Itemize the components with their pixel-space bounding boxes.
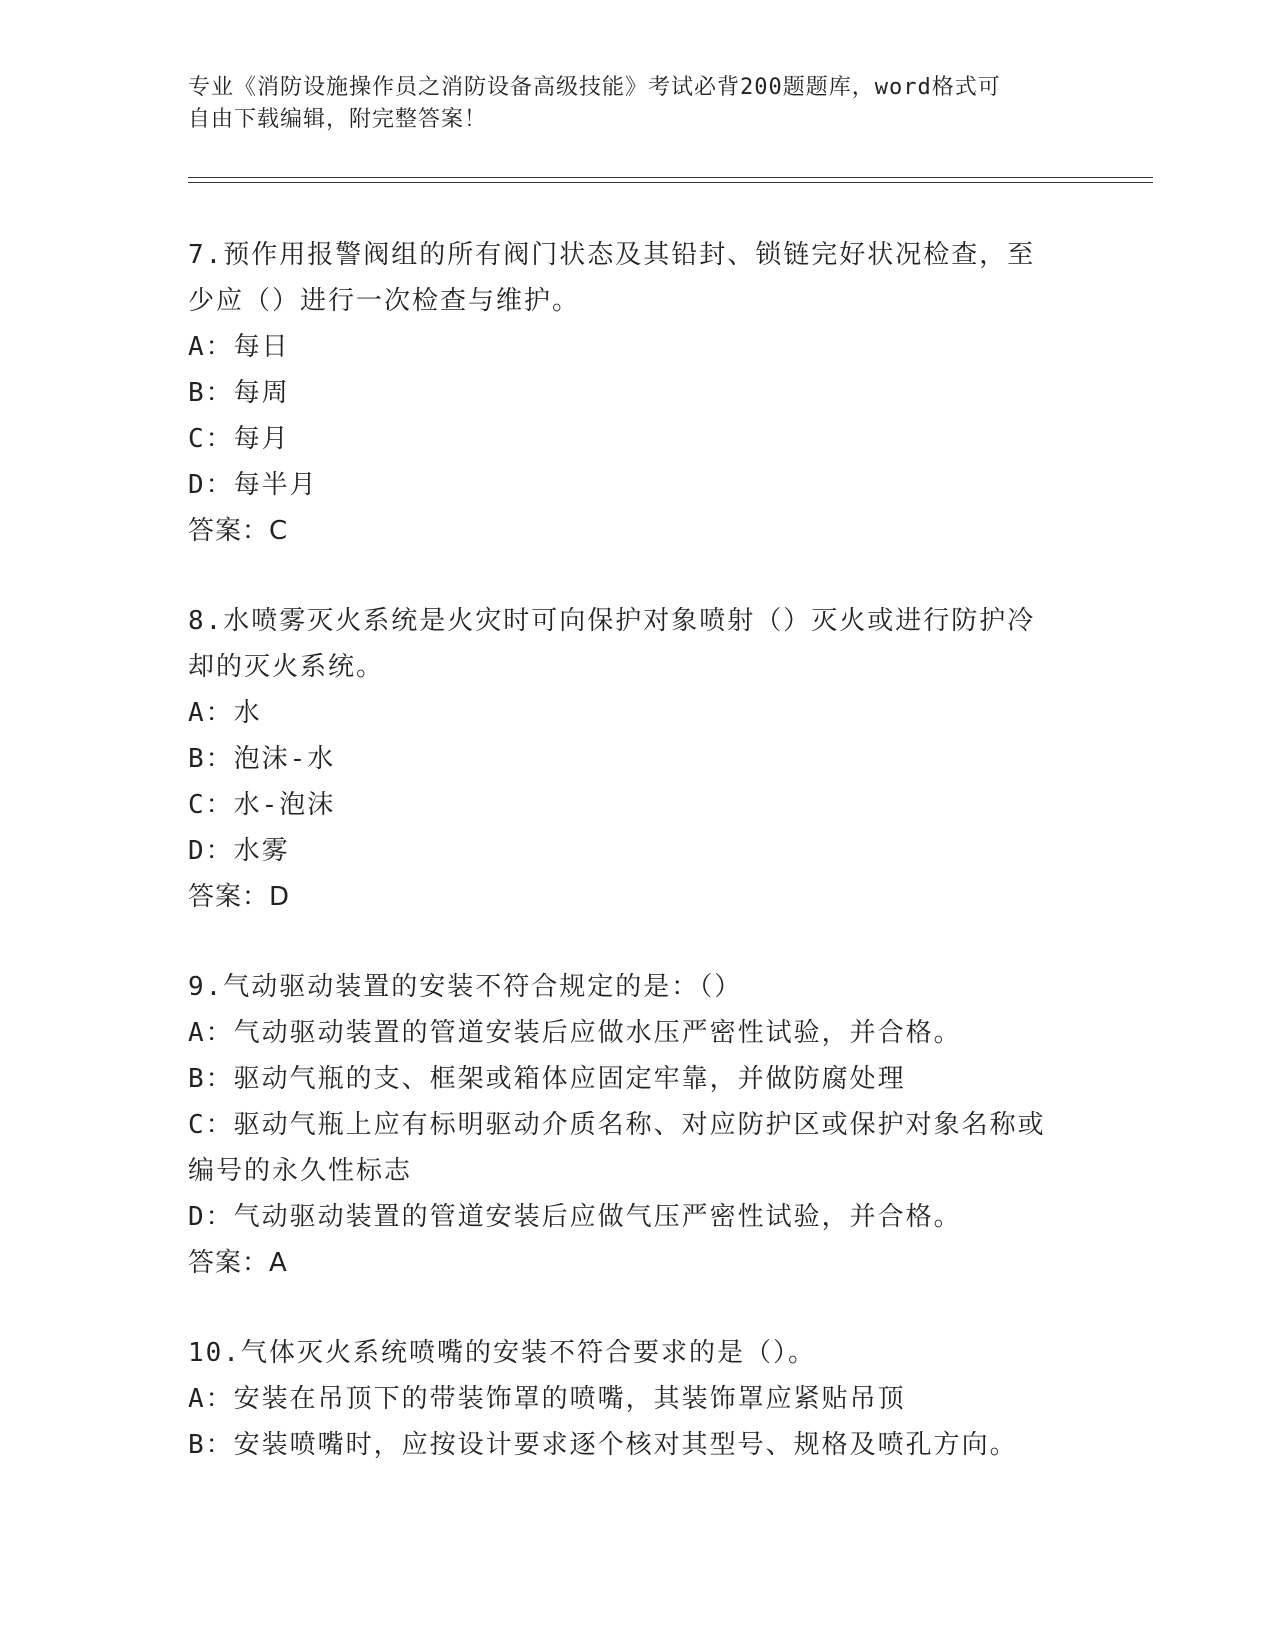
option-c-continued: 编号的永久性标志 (188, 1156, 413, 1186)
question-stem: 8.水喷雾灭火系统是火灾时可向保护对象喷射（）灭火或进行防护冷 (188, 606, 1036, 636)
option-b: B：安装喷嘴时，应按设计要求逐个核对其型号、规格及喷孔方向。 (188, 1430, 1018, 1460)
option-d: D：每半月 (188, 470, 318, 500)
question-stem: 却的灭火系统。 (188, 652, 385, 682)
header-divider (188, 177, 1153, 178)
question-item (188, 1330, 1088, 1468)
question-stem: 7.预作用报警阀组的所有阀门状态及其铅封、锁链完好状况检查，至 (188, 240, 1036, 270)
option-a: A：气动驱动装置的管道安装后应做水压严密性试验，并合格。 (188, 1018, 962, 1048)
question-stem: 9.气动驱动装置的安装不符合规定的是：（） (188, 972, 743, 1002)
option-a: A：每日 (188, 332, 290, 362)
question-list (188, 232, 1088, 1468)
option-b: B：泡沫-水 (188, 744, 336, 774)
option-d: D：气动驱动装置的管道安装后应做气压严密性试验，并合格。 (188, 1202, 962, 1232)
option-b: B：每周 (188, 378, 290, 408)
option-a: A：安装在吊顶下的带装饰罩的喷嘴，其装饰罩应紧贴吊顶 (188, 1384, 906, 1414)
option-d: D：水雾 (188, 836, 290, 866)
document-header (188, 72, 1068, 136)
question-stem: 10.气体灭火系统喷嘴的安装不符合要求的是（）。 (188, 1338, 816, 1368)
header-line: 自由下载编辑，附完整答案！ (188, 107, 488, 132)
option-b: B：驱动气瓶的支、框架或箱体应固定牢靠，并做防腐处理 (188, 1064, 906, 1094)
answer-line: 答案：D (188, 882, 291, 912)
answer-line: 答案：C (188, 516, 289, 546)
option-c: C：水-泡沫 (188, 790, 336, 820)
option-c: C：驱动气瓶上应有标明驱动介质名称、对应防护区或保护对象名称或 (188, 1110, 1046, 1140)
header-line: 专业《消防设施操作员之消防设备高级技能》考试必背200题题库，word格式可 (188, 75, 1001, 100)
question-item (188, 232, 1088, 554)
question-stem: 少应（）进行一次检查与维护。 (188, 286, 581, 316)
question-item (188, 964, 1088, 1286)
header-divider (188, 182, 1153, 183)
option-a: A：水 (188, 698, 262, 728)
answer-line: 答案：A (188, 1248, 288, 1278)
question-item (188, 598, 1088, 920)
option-c: C：每月 (188, 424, 290, 454)
